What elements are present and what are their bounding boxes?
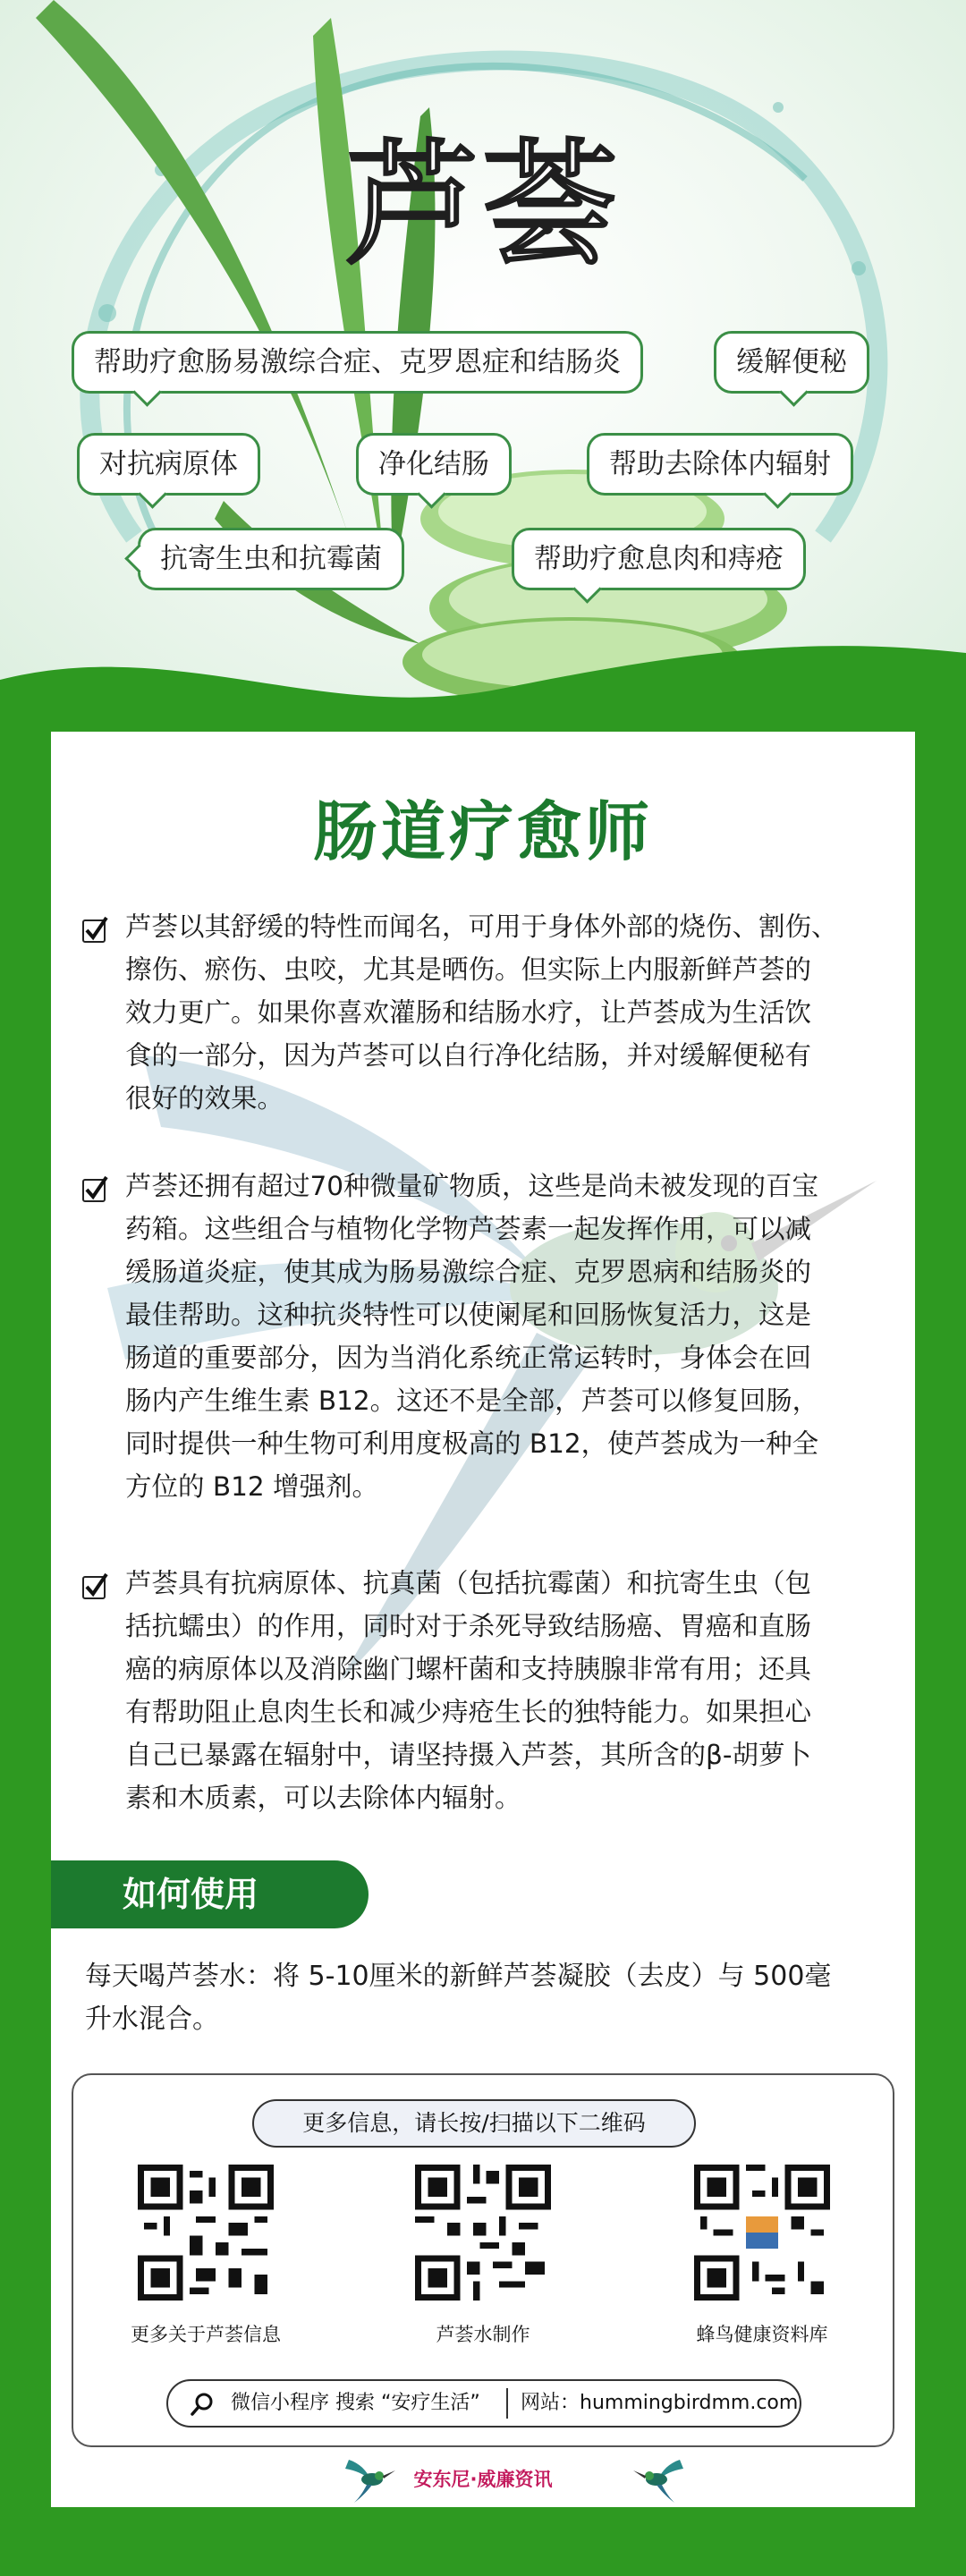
qr-code-hummingbird-library[interactable] bbox=[694, 2165, 830, 2301]
paragraph-line: 自己已暴露在辐射中，请坚持摄入芦荟，其所含的β-胡萝卜 bbox=[125, 1740, 811, 1770]
search-pill[interactable] bbox=[166, 2379, 801, 2428]
paragraph-line: 药箱。这些组合与植物化学物芦荟素一起发挥作用，可以减 bbox=[125, 1214, 812, 1244]
qr-code-aloe-water[interactable] bbox=[415, 2165, 551, 2301]
benefit-bubble-ibs: 帮助疗愈肠易激综合症、克罗恩症和结肠炎 bbox=[72, 331, 643, 394]
website-text[interactable]: 网站：hummingbirdmm.com bbox=[521, 2392, 799, 2414]
benefit-bubble-radiation: 帮助去除体内辐射 bbox=[587, 433, 853, 496]
hummingbird-left-icon bbox=[345, 2460, 395, 2503]
paragraph-line: 食的一部分，因为芦荟可以自行净化结肠，并对缓解便秘有 bbox=[125, 1040, 812, 1071]
paragraph-2 bbox=[125, 1165, 886, 1508]
hero-title: 芦荟 bbox=[344, 128, 621, 284]
footer-brand: 安东尼·威廉资讯 bbox=[413, 2469, 553, 2490]
benefit-bubble-colon-cleanse: 净化结肠 bbox=[356, 433, 512, 496]
card-title: 肠道疗愈师 bbox=[312, 794, 653, 869]
paragraph-1 bbox=[125, 905, 886, 1120]
search-icon bbox=[190, 2392, 215, 2417]
paragraph-line: 方位的 B12 增强剂。 bbox=[125, 1471, 379, 1502]
howto-text bbox=[85, 1955, 872, 2041]
paragraph-3 bbox=[125, 1562, 886, 1819]
paragraph-line: 同时提供一种生物可利用度极高的 B12，使芦荟成为一种全 bbox=[125, 1428, 819, 1459]
howto-banner bbox=[51, 1860, 369, 1928]
paragraph-line: 有帮助阻止息肉生长和减少痔疮生长的独特能力。如果担心 bbox=[125, 1697, 812, 1727]
paragraph-line: 素和木质素，可以去除体内辐射。 bbox=[125, 1783, 521, 1813]
pill-divider bbox=[506, 2388, 508, 2419]
qr-label-library: 蜂鸟健康资料库 bbox=[696, 2324, 828, 2345]
paragraph-line: 肠内产生维生素 B12。这还不是全部，芦荟可以修复回肠， bbox=[125, 1385, 819, 1416]
howto-line: 升水混合。 bbox=[85, 2004, 219, 2035]
paragraph-line: 芦荟具有抗病原体、抗真菌（包括抗霉菌）和抗寄生虫（包 bbox=[125, 1568, 812, 1598]
benefit-bubble-polyps: 帮助疗愈息肉和痔疮 bbox=[512, 528, 806, 590]
paragraph-line: 括抗蠕虫）的作用，同时对于杀死导致结肠癌、胃癌和直肠 bbox=[125, 1611, 812, 1641]
benefit-bubble-parasites: 抗寄生虫和抗霉菌 bbox=[138, 528, 404, 590]
paragraph-line: 效力更广。如果你喜欢灌肠和结肠水疗，让芦荟成为生活饮 bbox=[125, 997, 812, 1028]
qr-code-aloe-info[interactable] bbox=[138, 2165, 274, 2301]
howto-heading: 如何使用 bbox=[123, 1875, 259, 1914]
paragraph-line: 芦荟还拥有超过70种微量矿物质，这些是尚未被发现的百宝 bbox=[125, 1171, 819, 1201]
green-wave-divider bbox=[0, 626, 966, 716]
paragraph-line: 肠道的重要部分，因为当消化系统正常运转时，身体会在回 bbox=[125, 1343, 812, 1373]
paragraph-line: 擦伤、瘀伤、虫咬，尤其是晒伤。但实际上内服新鲜芦荟的 bbox=[125, 954, 812, 985]
paragraph-line: 芦荟以其舒缓的特性而闻名，可用于身体外部的烧伤、割伤、 bbox=[125, 911, 838, 942]
info-pill: 更多信息，请长按/扫描以下二维码 bbox=[252, 2099, 696, 2148]
paragraph-line: 缓肠道炎症，使其成为肠易激综合症、克罗恩病和结肠炎的 bbox=[125, 1257, 812, 1287]
howto-line: 每天喝芦荟水：将 5-10厘米的新鲜芦荟凝胶（去皮）与 500毫 bbox=[85, 1961, 832, 1992]
checkbox-icon bbox=[82, 919, 106, 943]
qr-label-aloe-water: 芦荟水制作 bbox=[436, 2324, 530, 2345]
qr-label-aloe-info: 更多关于芦荟信息 bbox=[131, 2324, 281, 2345]
mini-program-search-text: 微信小程序 搜索 “安疗生活” bbox=[231, 2392, 480, 2414]
checkbox-icon bbox=[82, 1576, 106, 1599]
benefit-bubble-pathogens: 对抗病原体 bbox=[77, 433, 260, 496]
checkbox-icon bbox=[82, 1179, 106, 1202]
benefit-bubble-constipation: 缓解便秘 bbox=[714, 331, 869, 394]
hummingbird-right-icon bbox=[633, 2460, 683, 2503]
paragraph-line: 最佳帮助。这种抗炎特性可以使阑尾和回肠恢复活力，这是 bbox=[125, 1300, 812, 1330]
paragraph-line: 癌的病原体以及消除幽门螺杆菌和支持胰腺非常有用；还具 bbox=[125, 1654, 812, 1684]
paragraph-line: 很好的效果。 bbox=[125, 1083, 284, 1114]
hero-banner bbox=[0, 0, 966, 716]
